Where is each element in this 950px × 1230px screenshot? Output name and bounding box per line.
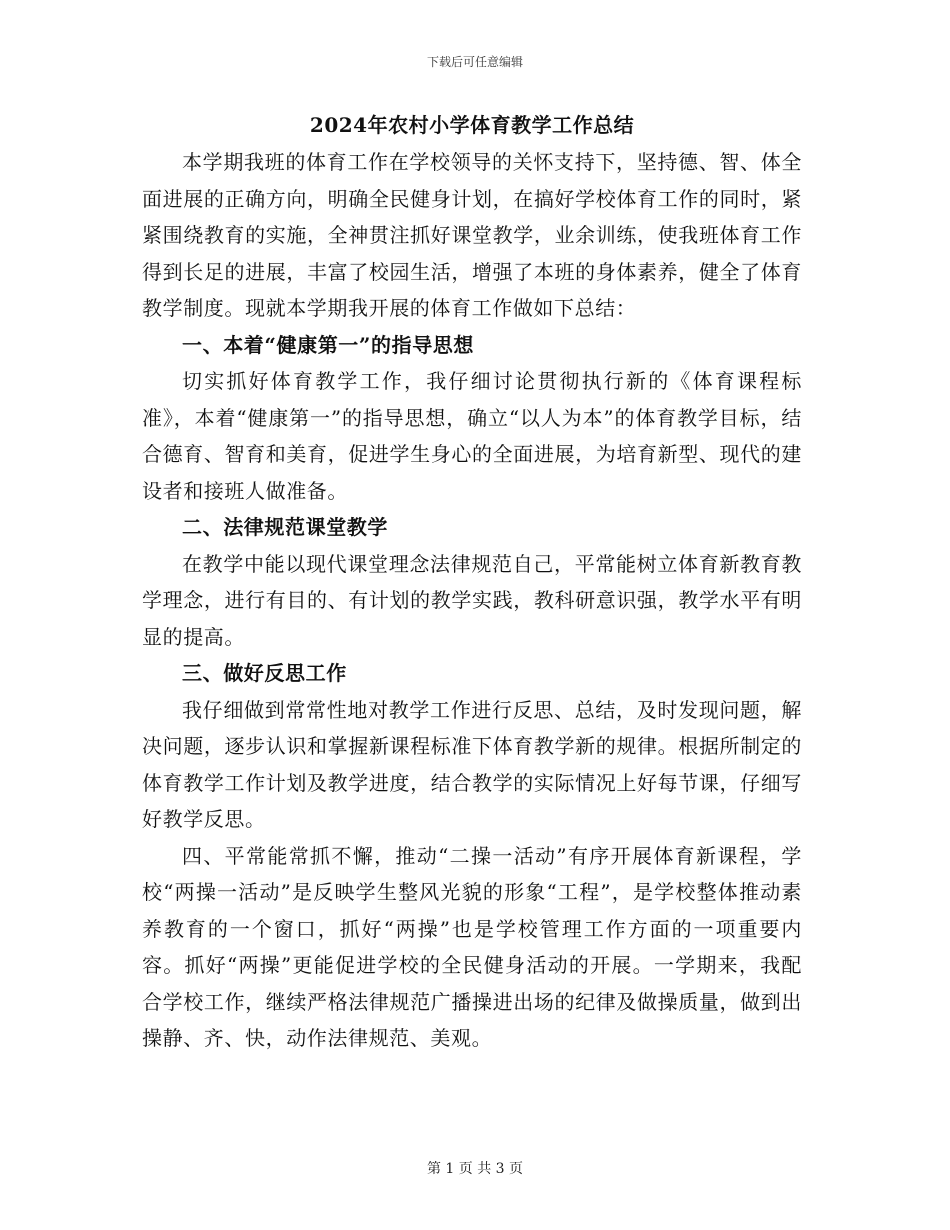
section-1-paragraph: 切实抓好体育教学工作，我仔细讨论贯彻执行新的《体育课程标准》，本着“健康第一”的指导思想，确立“以人为本”的体育教学目标，结合德育、智育和美育，促进学生身心的全面进展，为培育新型、现代的建设者和接班人做准备。: [142, 369, 802, 503]
section-4-paragraph: 四、平常能常抓不懈，推动“二操一活动”有序开展体育新课程，学校“两操一活动”是反映学生整风光貌的形象“工程”，是学校整体推动素养教育的一个窗口，抓好“两操”也是学校管理工作方面的一项重要内容。抓好“两操”更能促进学校的全民健身活动的开展。一学期来，我配合学校工作，继续严格法律规范广播操进出场的纪律及做操质量，做到出操静、齐、快，动作法律规范、美观。: [142, 843, 802, 1050]
document-title: 2024年农村小学体育教学工作总结: [309, 113, 635, 137]
intro-paragraph: 本学期我班的体育工作在学校领导的关怀支持下，坚持德、智、体全面进展的正确方向，明确全民健身计划，在搞好学校体育工作的同时，紧紧围绕教育的实施，全神贯注抓好课堂教学，业余训练，使我班体育工作得到长足的进展，丰富了校园生活，增强了本班的身体素养，健全了体育教学制度。现就本学期我开展的体育工作做如下总结：: [142, 150, 802, 320]
document-body: [142, 112, 802, 1057]
section-3-paragraph: 我仔细做到常常性地对教学工作进行反思、总结，及时发现问题，解决问题，逐步认识和掌握新课程标准下体育教学新的规律。根据所制定的体育教学工作计划及教学进度，结合教学的实际情况上好每节课，仔细写好教学反思。: [142, 697, 802, 831]
section-2-heading: 二、法律规范课堂教学: [182, 515, 388, 539]
section-1-heading: 一、本着“健康第一”的指导思想: [182, 332, 475, 357]
header-note: 下载后可任意编辑: [426, 55, 523, 69]
page-footer: 第 1 页 共 3 页: [426, 1161, 524, 1177]
section-2-paragraph: 在教学中能以现代课堂理念法律规范自己，平常能树立体育新教育教学理念，进行有目的、有计划的教学实践，教科研意识强，教学水平有明显的提高。: [142, 551, 802, 649]
section-3-heading: 三、做好反思工作: [182, 661, 347, 685]
